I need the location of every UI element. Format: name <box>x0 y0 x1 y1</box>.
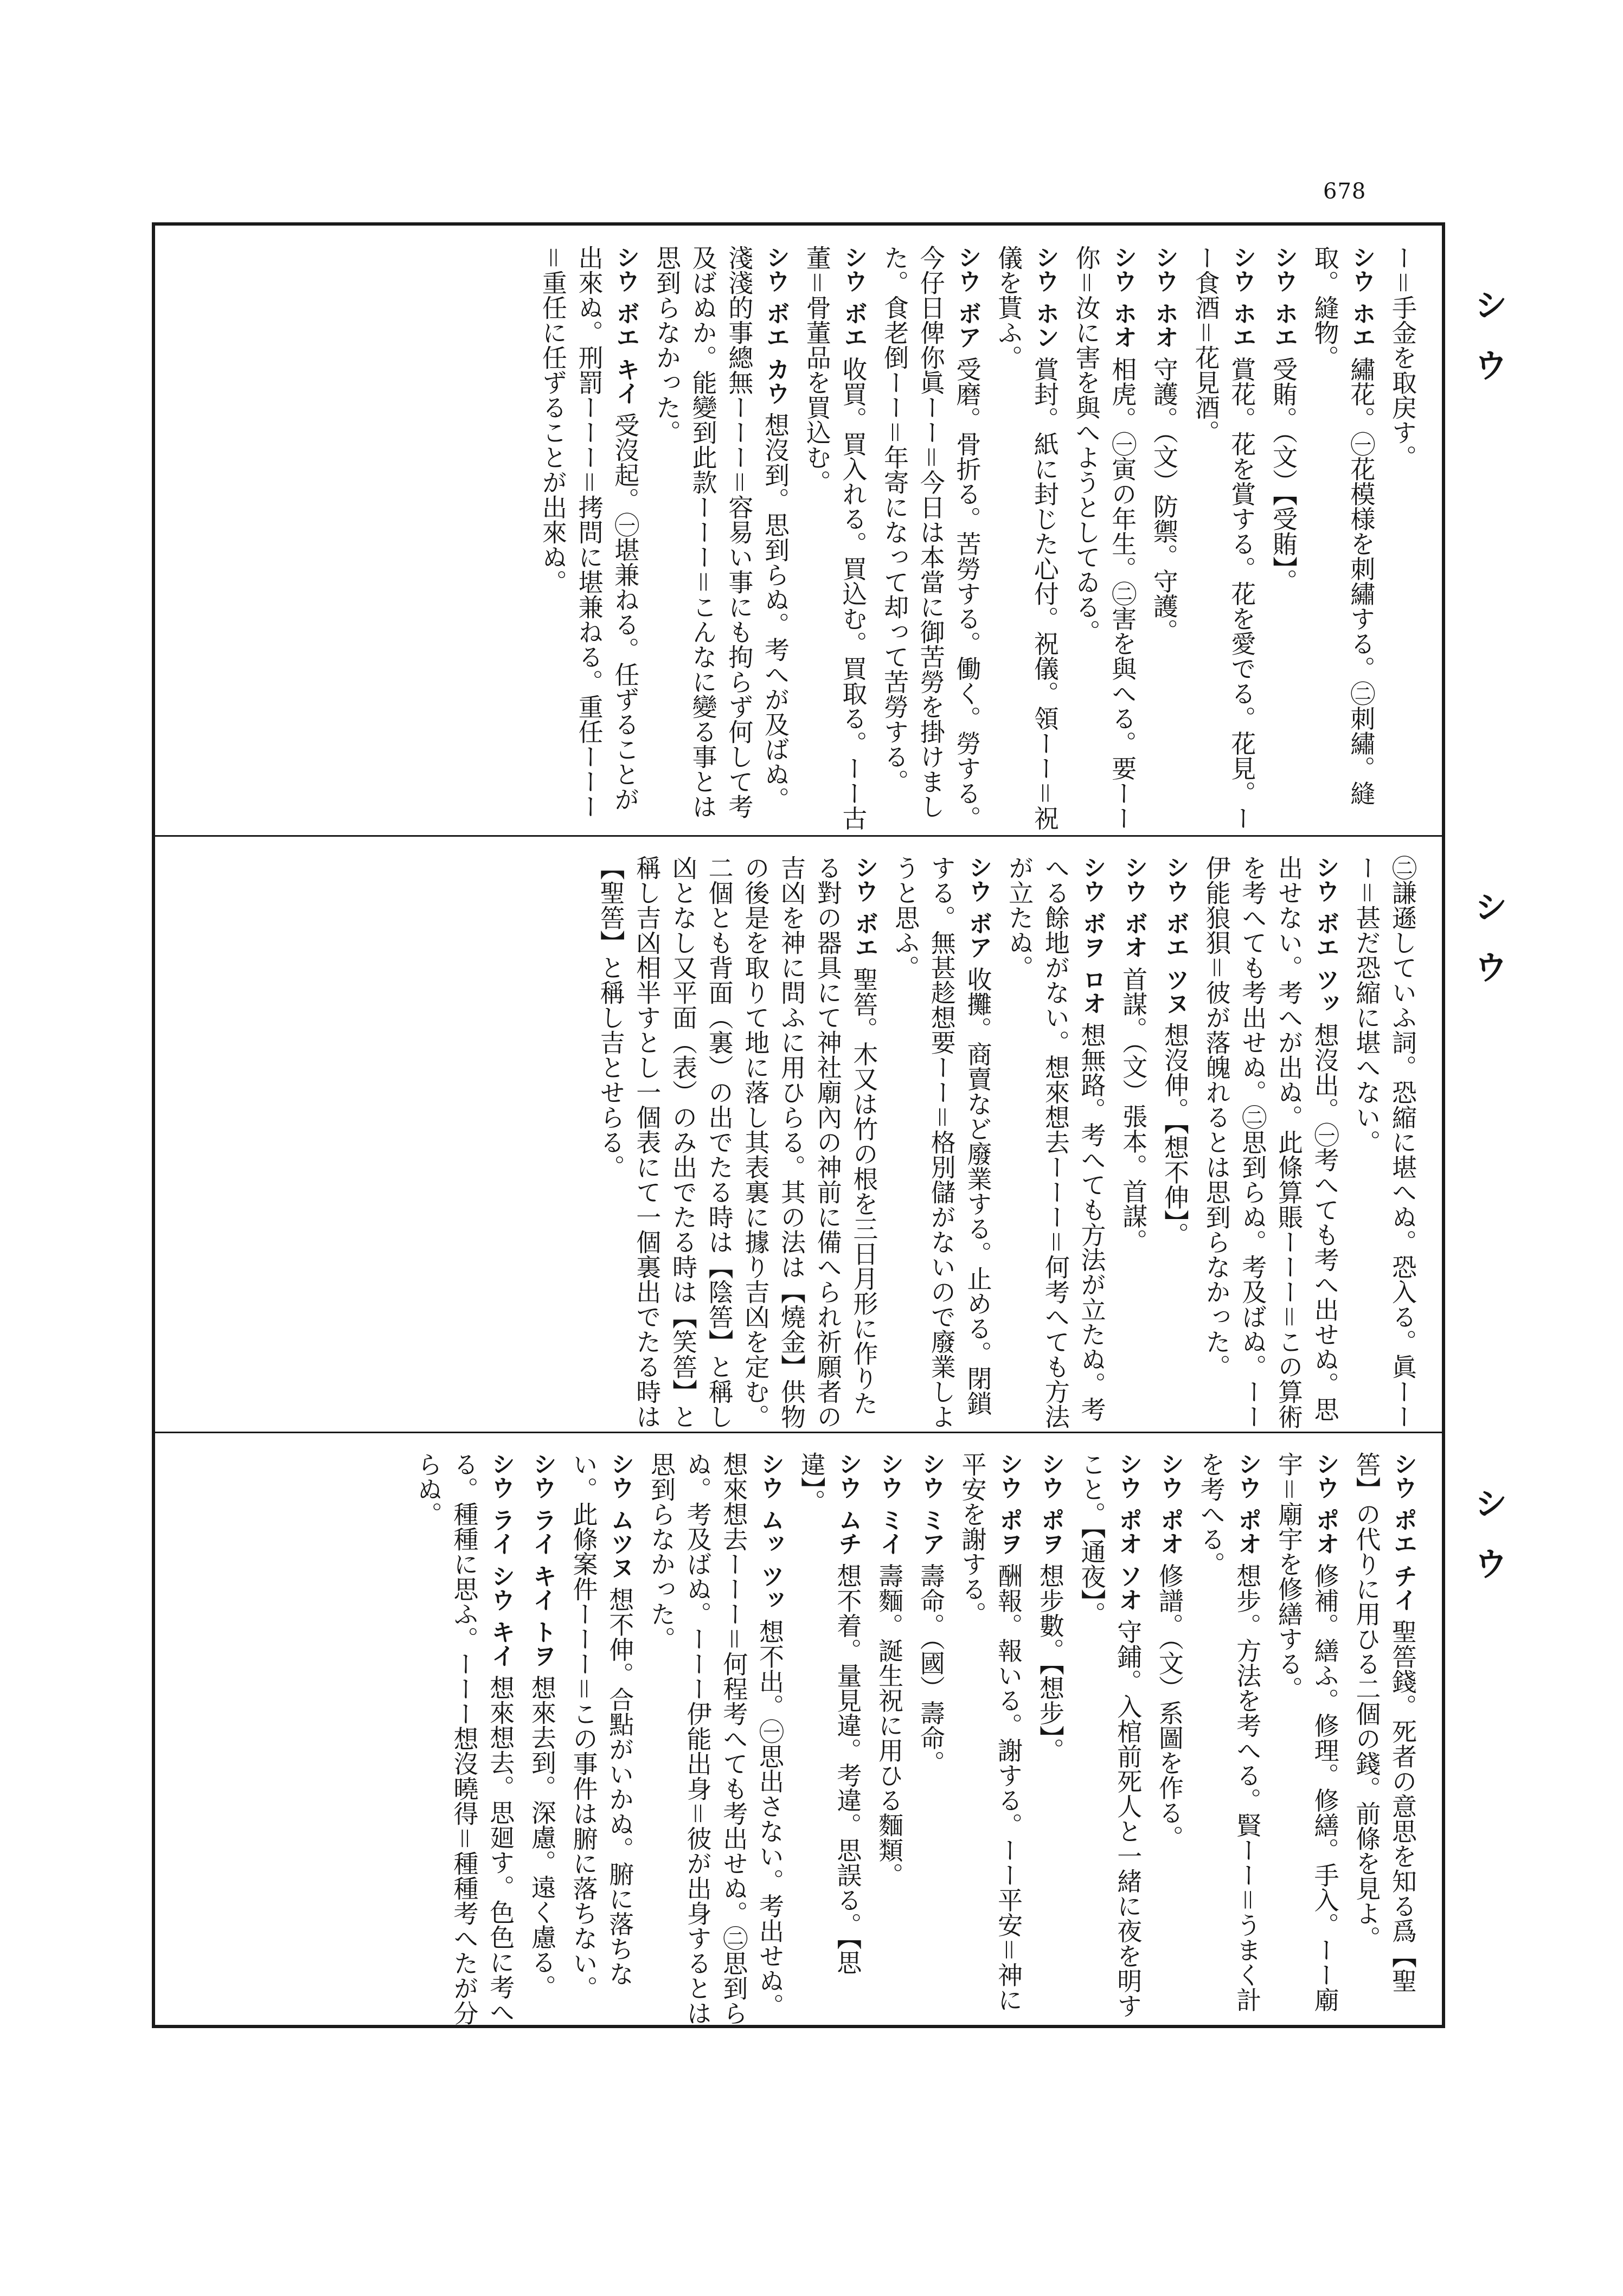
dictionary-entry <box>1115 855 1152 1435</box>
entry-headword: シウ ポオ <box>1234 1452 1262 1556</box>
entry-headword: シウ ホオ <box>1150 245 1178 349</box>
margin-heading: シ ウ <box>1468 287 1508 389</box>
page-number: 678 <box>1323 179 1367 204</box>
entry-definition: ㊁謙遜していふ詞。恐縮に堪へぬ。恐入る。眞ーーー＝甚だ恐縮に堪へない。 <box>1352 855 1417 1429</box>
entry-definition: 酬報。報いる。謝する。ーー平安＝神に平安を謝する。 <box>958 1452 1024 2012</box>
dictionary-entry <box>954 1452 1027 2029</box>
dictionary-entry <box>990 245 1062 836</box>
entry-headword: シウ ボエ <box>839 245 868 349</box>
entry-headword: シウ ホン <box>1031 245 1059 349</box>
entry-headword: シウ ミイ <box>876 1452 904 1556</box>
dictionary-entry <box>1157 855 1193 1435</box>
entry-definition: 守鋪。入棺前死人と一緒に夜を明すこと。【通夜】。 <box>1077 1452 1143 2018</box>
entry-definition: 想不出。㊀思出さない。考出せぬ。想來想去ーーー＝何程考へても考出せぬ。㊁思到らぬ。考及ばぬ。ーーー伊能出身＝彼が出身するとは思到らなかった。 <box>646 1452 785 2025</box>
entry-definition: 聖筶錢。死者の意思を知る爲【聖筶】の代りに用ひる二個の錢。前條を見よ。 <box>1352 1452 1417 1993</box>
dictionary-entry <box>887 855 996 1435</box>
dictionary-entry <box>876 245 985 836</box>
entry-headword: シウ ホエ <box>1269 245 1298 349</box>
entry-definition: 收買。買入れる。買込む。買取る。ーー古董＝骨董品を買込む。 <box>802 245 868 831</box>
dictionary-entry <box>1384 245 1421 836</box>
entry-headword: シウ ミア <box>917 1452 945 1556</box>
entry-definition: 想步數。【想步】。 <box>1035 1563 1065 1763</box>
dictionary-entry <box>524 1452 560 2029</box>
entry-headword: シウ ポオ <box>1311 1452 1339 1556</box>
dictionary-entry <box>593 855 882 1435</box>
dictionary-entry <box>913 1452 949 2029</box>
dictionary-entry <box>1265 245 1301 836</box>
entry-headword: シウ ボエ ツッ <box>1311 855 1339 1015</box>
entry-headword: シウ ホエ <box>1228 245 1256 349</box>
entry-definition: 修譜。（文）系圖を作る。 <box>1154 1563 1184 1850</box>
entry-definition: 受沒起。㊀堪兼ねる。任ずることが出來ぬ。刑罰ーーー＝拷問に堪兼ねる。重任ーーー＝重任に任ずることが出來ぬ。 <box>538 245 640 819</box>
entry-headword: シウ ライ シウ キイ <box>487 1452 515 1668</box>
entry-headword: シウ ポオ <box>1156 1452 1184 1556</box>
entry-headword: シウ ホエ <box>1348 245 1376 349</box>
entry-definition: ー＝手金を取戻す。 <box>1388 245 1417 470</box>
entry-headword: シウ ライ キイ トヲ <box>528 1452 556 1668</box>
entry-headword: シウ ボエ ツヌ <box>1161 855 1189 1015</box>
entry-headword: シウ ポエ チイ <box>1389 1452 1417 1612</box>
entry-definition: 想沒伸。【想不伸】。 <box>1160 1022 1190 1247</box>
entry-headword: シウ ボオ <box>1120 855 1148 959</box>
margin-heading: シ ウ <box>1468 1486 1508 1588</box>
entry-definition: 賞花。花を賞する。花を愛でる。花見。ーー食酒＝花見酒。 <box>1191 245 1257 831</box>
entry-headword: シウ ホオ <box>1109 245 1137 349</box>
entry-headword: シウ ポオ ソオ <box>1114 1452 1143 1612</box>
dictionary-entry <box>1349 855 1421 1435</box>
dictionary-entry <box>1307 245 1379 836</box>
dictionary-entry <box>649 245 793 836</box>
dictionary-entry <box>871 1452 907 2029</box>
entry-definition: 繡花。㊀花模様を刺繡する。㊁刺繡。縫取。縫物。 <box>1310 245 1376 806</box>
entry-definition: 賞封。紙に封じた心付。祝儀。領ーー＝祝儀を貰ふ。 <box>994 245 1060 831</box>
entry-headword: シウ ボエ カウ <box>762 245 790 405</box>
dictionary-entry <box>535 245 643 836</box>
entry-definition: 想來去到。深慮。遠く慮る。 <box>527 1675 557 1999</box>
entry-band-bottom <box>179 1440 1421 2041</box>
entry-definition: 壽命。（國）壽命。 <box>916 1563 946 1775</box>
dictionary-entry <box>1074 1452 1146 2029</box>
dictionary-entry <box>1001 855 1109 1435</box>
entry-definition: 壽麵。誕生祝に用ひる麵類。 <box>875 1563 904 1888</box>
entry-headword: シウ ボア <box>964 855 992 959</box>
dictionary-entry <box>1271 1452 1343 2029</box>
dictionary-entry <box>799 245 871 836</box>
entry-definition: 想沒出。㊀考へても考へ出せぬ。思出せない。考へが出ぬ。此條算賬ーーー＝この算術を考へても考出せぬ。㊁思到らぬ。考及ばぬ。ーー伊能狼狽＝彼が落魄れるとは思到らなかった。 <box>1202 855 1340 1429</box>
entry-definition: 收攤。商賣など廢業する。止める。閉鎖する。無甚趁想要ーー＝格別儲がないので廢業しようと思ふ。 <box>891 855 993 1429</box>
entry-definition: 想無路。考へても方法が立たぬ。考へる餘地がない。想來想去ーーー＝何考へても方法が立たぬ。 <box>1005 855 1107 1429</box>
entry-headword: シウ ボエ <box>850 855 878 959</box>
entry-definition: 想沒到。思到らぬ。考へが及ばぬ。淺淺的事總無ーーー＝容易い事にも拘らず何して考及ばぬか。能變到此款ーーー＝こんなに變る事とは思到らなかった。 <box>652 245 790 819</box>
dictionary-entry <box>1198 855 1343 1435</box>
dictionary-entry <box>1151 1452 1188 2029</box>
entry-definition: 想不伸。合點がいかぬ。腑に落ちない。此條案件ーーー＝この事件は腑に落ちない。 <box>569 1452 635 2000</box>
dictionary-entry <box>566 1452 638 2029</box>
entry-band-middle <box>179 843 1421 1447</box>
entry-headword: シウ ボヲ ロオ <box>1078 855 1106 1015</box>
entry-headword: シウ ムッ ツッ <box>756 1452 784 1612</box>
entry-headword: シウ ムツヌ <box>606 1452 634 1580</box>
entry-headword: シウ ボア <box>953 245 982 349</box>
entry-definition: 守護。（文）防禦。守護。 <box>1149 356 1179 644</box>
margin-heading: シ ウ <box>1468 889 1508 991</box>
dictionary-entry <box>1146 245 1182 836</box>
entry-definition: 想來想去。思廻す。色色に考へる。種種に思ふ。ーーー想沒曉得＝種種考へたが分らぬ。 <box>413 1452 516 2025</box>
dictionary-entry <box>1032 1452 1068 2029</box>
entry-headword: シウ ムチ <box>834 1452 862 1556</box>
entry-definition: 受磨。骨折る。苦勞する。働く。勞する。今仔日俾你眞ーー＝今日は本當に御苦勞を掛けました。食老倒ーー＝年寄になって却って苦勞する。 <box>880 245 982 831</box>
entry-definition: 受賄。（文）【受賄】。 <box>1268 356 1298 594</box>
dictionary-entry <box>1188 245 1260 836</box>
entry-headword: シウ ポヲ <box>1036 1452 1064 1556</box>
entry-band-top <box>179 233 1421 848</box>
entry-definition: 首謀。（文）張本。首謀。 <box>1119 966 1149 1254</box>
entry-definition: 想步。方法を考へる。賢ーー＝うまく計を考へる。 <box>1196 1452 1262 2012</box>
dictionary-entry <box>793 1452 865 2029</box>
dictionary-entry <box>410 1452 518 2029</box>
dictionary-entry <box>643 1452 788 2029</box>
entry-definition: 相虎。㊀寅の年生。㊁害を與へる。要ーー你＝汝に害を與へようとしてゐる。 <box>1072 245 1138 831</box>
dictionary-entry <box>1193 1452 1265 2029</box>
entry-headword: シウ ポヲ <box>995 1452 1023 1556</box>
entry-headword: シウ ボエ キイ <box>612 245 640 405</box>
entry-definition: 想不着。量見違。考違。思誤る。【思違】。 <box>797 1452 863 1975</box>
entry-definition: 聖筶。木又は竹の根を三日月形に作りたる對の器具にて神社廟內の神前に備へられ祈願者の吉凶を神に問ふに用ひらる。其の法は【燒金】供物の後是を取りて地に落し其表裏に據り吉凶を定む。二個とも背面（裏）の出でたる時は【陰筶】と稱し凶となし又平面（表）のみ出でたる時は【笑筶】と稱し吉凶相半すとし一個表にて一個裏出でたる時は【聖筶】と稱し吉とせらる。 <box>596 855 879 1429</box>
dictionary-entry <box>1068 245 1140 836</box>
dictionary-entry <box>1349 1452 1421 2029</box>
entry-definition: 修補。繕ふ。修理。修繕。手入。ーー廟宇＝廟宇を修繕する。 <box>1274 1452 1340 2012</box>
